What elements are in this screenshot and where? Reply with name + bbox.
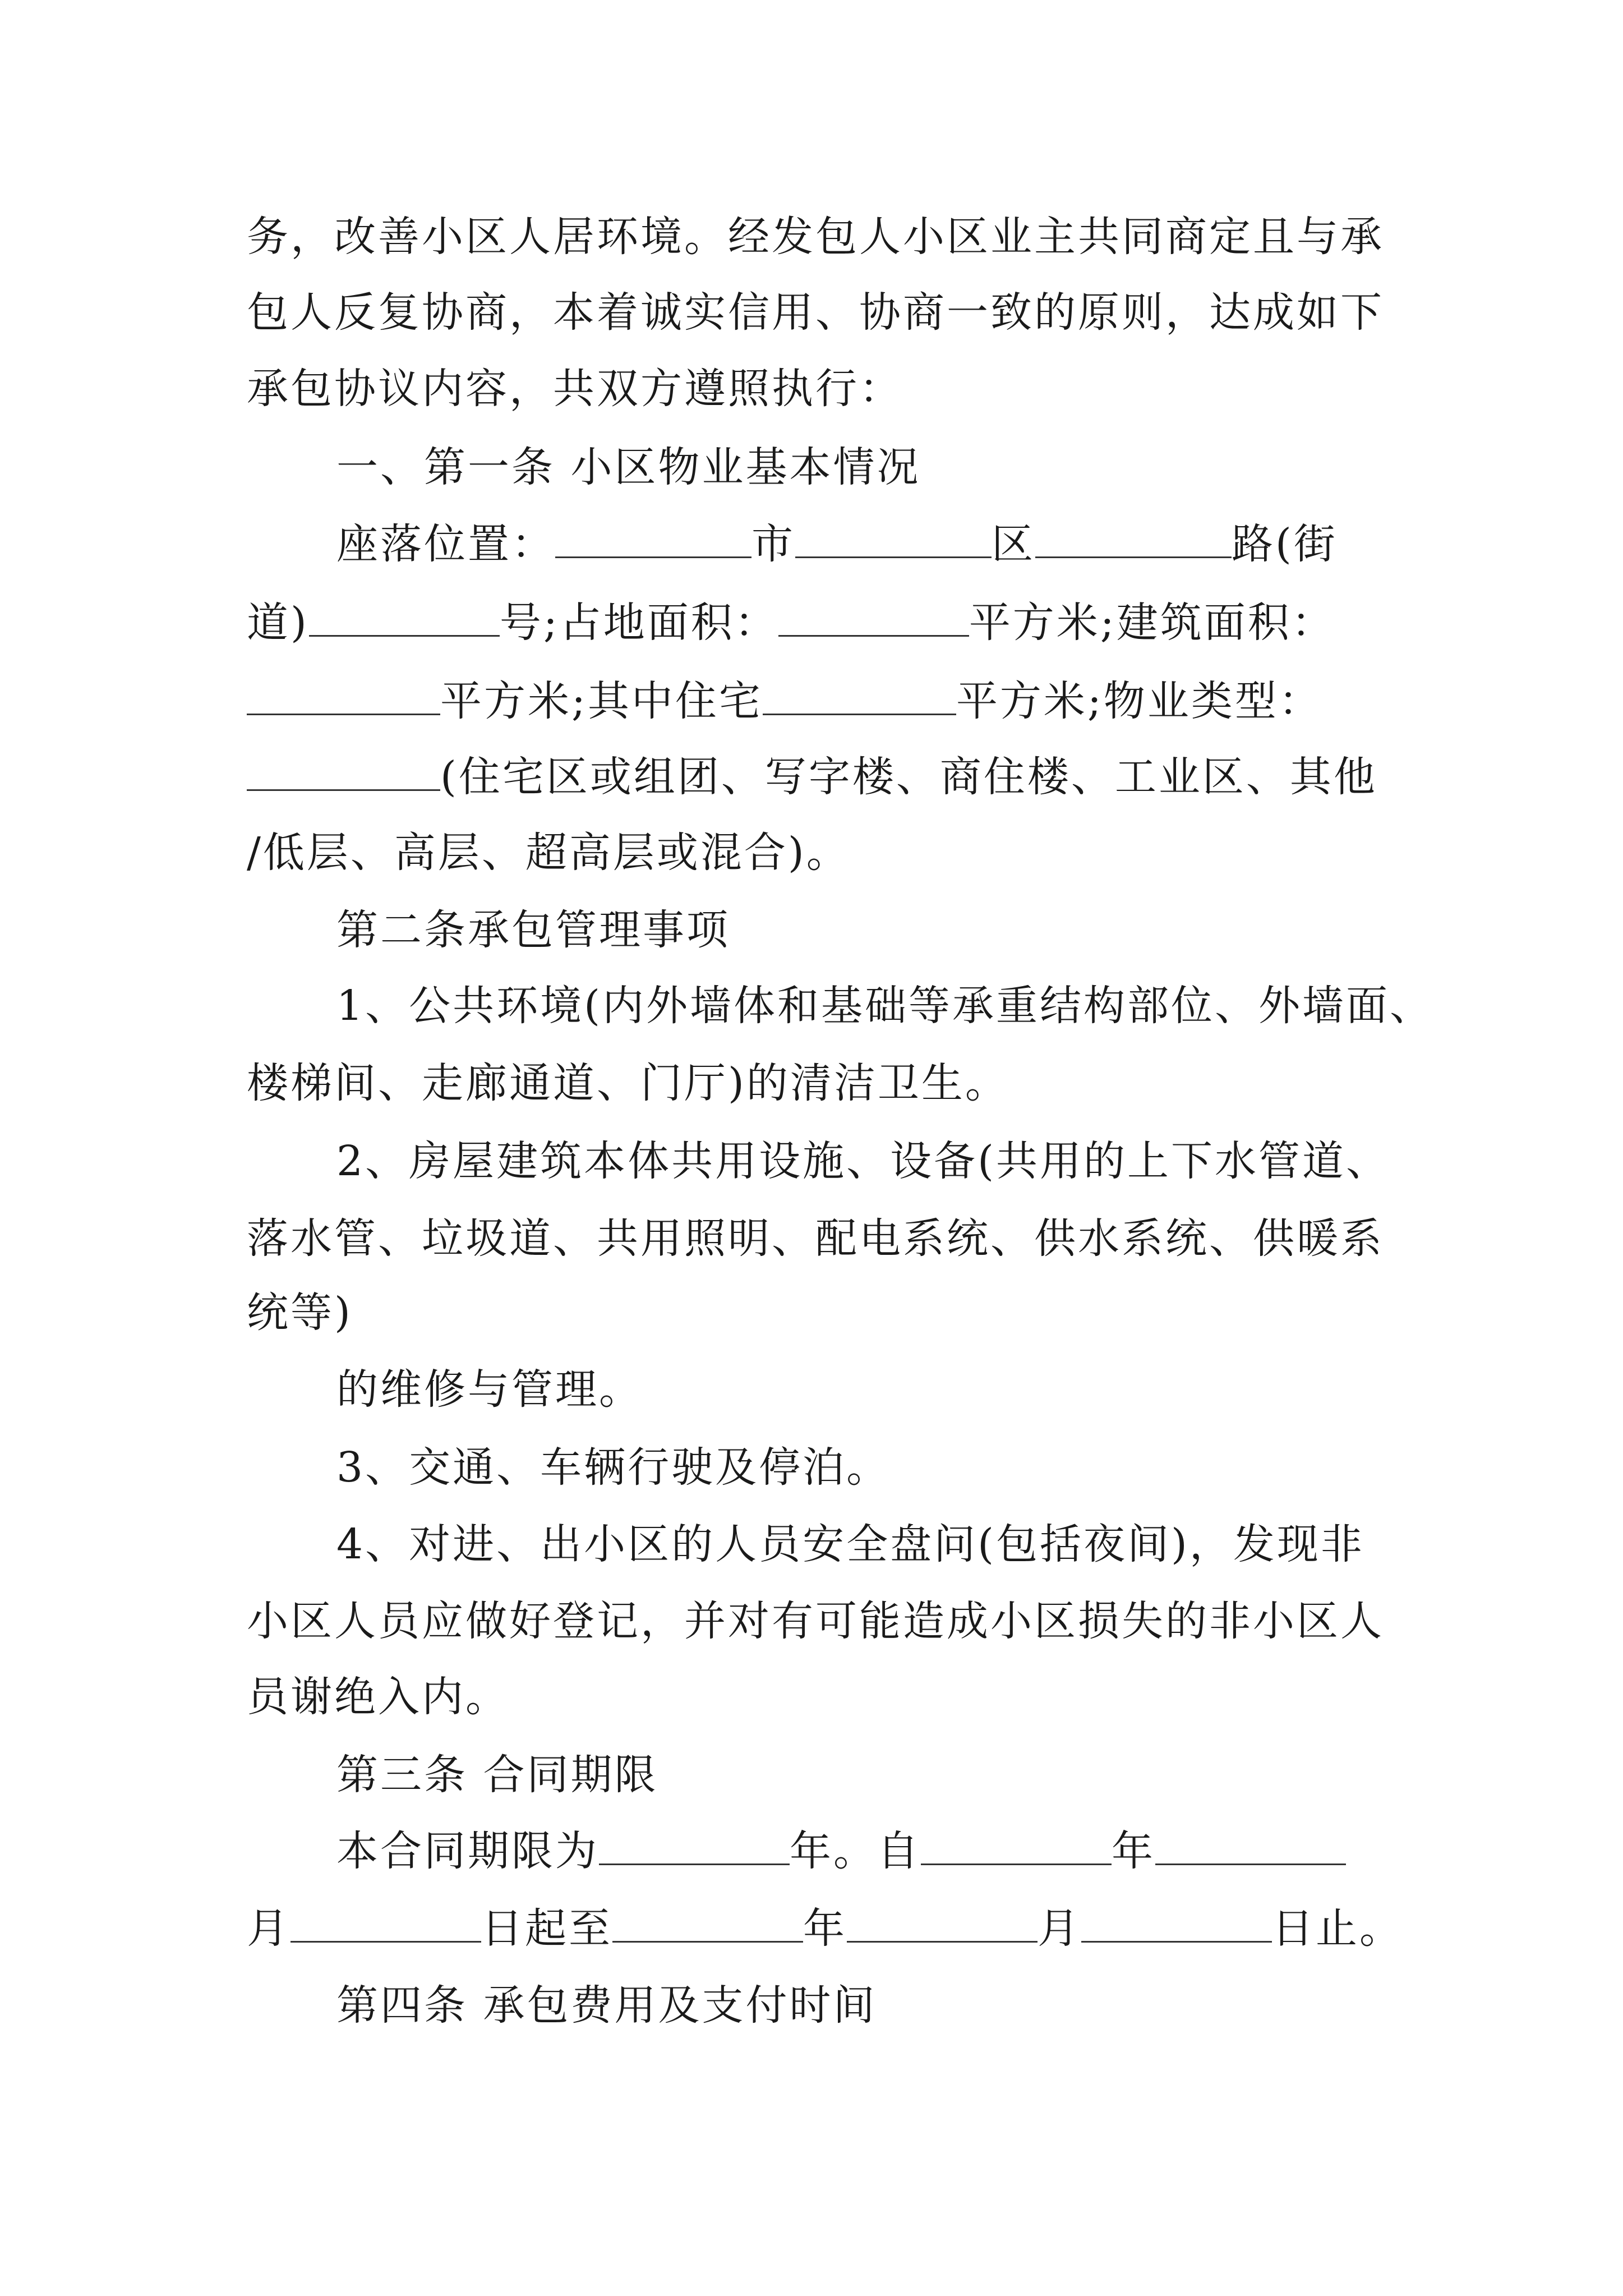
article-1-title: 一、第一条 小区物业基本情况 — [336, 443, 921, 491]
item-2-line-1: 2、房屋建筑本体共用设施、设备(共用的上下水管道、 — [336, 1137, 1390, 1185]
building-area-blank[interactable] — [247, 674, 440, 715]
end-month-label: 月 — [1038, 1904, 1081, 1953]
property-type-options: (住宅区或组团、写字楼、商住楼、工业区、其他 — [440, 753, 1377, 801]
item-4-line-1: 4、对进、出小区的人员安全盘问(包括夜间)，发现非 — [336, 1520, 1364, 1568]
street-label: 道) — [247, 599, 309, 647]
end-month-blank[interactable] — [847, 1902, 1038, 1943]
item-4-line-3: 员谢绝入内。 — [247, 1673, 509, 1721]
property-type-options-2: /低层、高层、超高层或混合)。 — [247, 829, 850, 877]
location-line-2 — [247, 589, 1391, 656]
location-line-4 — [247, 743, 1391, 811]
district-blank[interactable] — [795, 517, 992, 558]
sqm-label: 平方米; — [969, 599, 1117, 647]
start-month-label: 月 — [247, 1904, 291, 1953]
city-label: 市 — [751, 520, 795, 568]
land-area-blank[interactable] — [778, 596, 969, 637]
sqm3-label: 平方米; — [956, 677, 1104, 725]
end-day-label: 日止。 — [1272, 1904, 1403, 1953]
end-year-blank[interactable] — [612, 1902, 803, 1943]
article-2-title: 第二条承包管理事项 — [336, 906, 730, 954]
start-day-blank[interactable] — [291, 1902, 481, 1943]
residential-blank[interactable] — [763, 674, 956, 715]
start-month-blank[interactable] — [1155, 1824, 1346, 1865]
paragraph-line-1: 务，改善小区人居环境。经发包人小区业主共同商定且与承 — [247, 213, 1384, 261]
paragraph-line-3: 承包协议内容，共双方遵照执行： — [247, 365, 903, 413]
start-year-blank[interactable] — [921, 1824, 1112, 1865]
end-year-label: 年 — [803, 1904, 847, 1953]
start-day-label: 日起至 — [481, 1904, 612, 1953]
term-prefix: 本合同期限为 — [336, 1827, 599, 1875]
district-label: 区 — [992, 520, 1035, 568]
sqm2-label: 平方米; — [440, 677, 588, 725]
article-4-title: 第四条 承包费用及支付时间 — [336, 1981, 877, 2030]
paragraph-line-2: 包人反复协商，本着诚实信用、协商一致的原则，达成如下 — [247, 288, 1384, 337]
article-3-title: 第三条 合同期限 — [336, 1751, 658, 1799]
item-4-line-2: 小区人员应做好登记，并对有可能造成小区损失的非小区人 — [247, 1597, 1384, 1645]
land-area-label: 占地面积： — [559, 599, 778, 647]
item-1-line-2: 楼梯间、走廊通道、门厅)的清洁卫生。 — [247, 1059, 1009, 1107]
term-line-1 — [336, 1818, 1391, 1885]
item-2-line-3: 统等) — [247, 1289, 353, 1337]
item-1-line-1: 1、公共环境(内外墙体和基础等承重结构部位、外墙面、 — [336, 982, 1433, 1030]
term-years-blank[interactable] — [599, 1824, 790, 1865]
location-line-1 — [336, 510, 1391, 578]
property-type-label: 物业类型： — [1103, 677, 1322, 725]
number-label: 号; — [499, 599, 560, 647]
building-area-label: 建筑面积： — [1116, 599, 1335, 647]
term-year-label: 年。 — [790, 1827, 877, 1875]
term-from-label: 自 — [877, 1827, 921, 1875]
end-day-blank[interactable] — [1081, 1902, 1272, 1943]
start-year-label: 年 — [1112, 1827, 1155, 1875]
term-line-2 — [247, 1895, 1403, 1962]
city-blank[interactable] — [555, 517, 751, 558]
location-label: 座落位置： — [336, 520, 555, 568]
item-2-line-4: 的维修与管理。 — [336, 1365, 643, 1414]
item-2-line-2: 落水管、垃圾道、共用照明、配电系统、供水系统、供暖系 — [247, 1214, 1384, 1263]
number-blank[interactable] — [309, 596, 500, 637]
road-label: 路(街 — [1232, 520, 1338, 568]
property-type-blank[interactable] — [247, 750, 440, 791]
location-line-3 — [247, 668, 1391, 735]
item-3: 3、交通、车辆行驶及停泊。 — [336, 1443, 891, 1492]
road-blank[interactable] — [1035, 517, 1232, 558]
residential-label: 其中住宅 — [587, 677, 763, 725]
